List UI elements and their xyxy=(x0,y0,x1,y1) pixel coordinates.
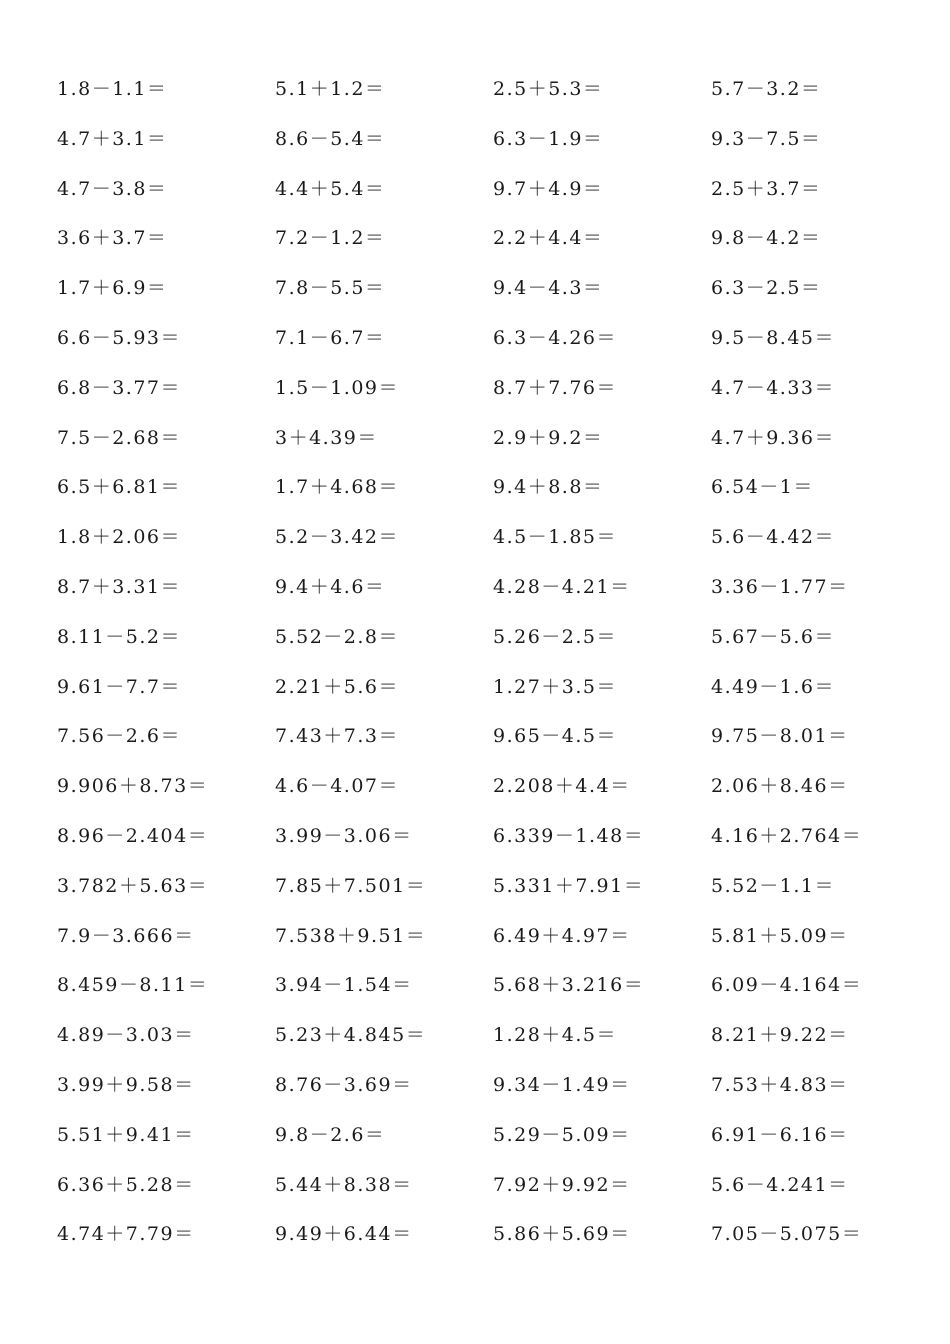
math-problem: 9.65－4.5＝ xyxy=(493,725,618,748)
math-problem: 7.538＋9.51＝ xyxy=(275,924,427,947)
math-problem: 9.906＋8.73＝ xyxy=(57,775,209,798)
math-problem: 6.339－1.48＝ xyxy=(493,824,645,847)
math-problem: 1.28＋4.5＝ xyxy=(493,1024,618,1047)
math-problem: 5.52－2.8＝ xyxy=(275,625,400,648)
math-problem: 5.51＋9.41＝ xyxy=(57,1123,195,1146)
math-problem: 9.49＋6.44＝ xyxy=(275,1223,413,1246)
math-problem: 1.8＋2.06＝ xyxy=(57,526,182,549)
math-problem: 4.7－3.8＝ xyxy=(57,177,168,200)
math-problem: 9.4＋4.6＝ xyxy=(275,575,386,598)
math-problem: 7.05－5.075＝ xyxy=(711,1223,863,1246)
math-problem: 6.5＋6.81＝ xyxy=(57,476,182,499)
math-problem: 1.8－1.1＝ xyxy=(57,78,168,100)
math-problem: 6.8－3.77＝ xyxy=(57,376,182,399)
math-problem: 4.49－1.6＝ xyxy=(711,675,836,698)
math-problem: 5.81＋5.09＝ xyxy=(711,924,849,947)
math-problem: 7.5－2.68＝ xyxy=(57,426,182,449)
math-problem: 9.75－8.01＝ xyxy=(711,725,849,748)
math-problem: 5.6－4.241＝ xyxy=(711,1173,849,1196)
math-problem: 2.208＋4.4＝ xyxy=(493,775,631,798)
math-problem: 7.8－5.5＝ xyxy=(275,277,386,300)
math-problem: 5.86＋5.69＝ xyxy=(493,1223,631,1246)
math-problem: 7.92＋9.92＝ xyxy=(493,1173,631,1196)
math-problem: 1.7＋4.68＝ xyxy=(275,476,400,499)
math-problem: 4.7＋3.1＝ xyxy=(57,127,168,150)
math-problem: 4.89－3.03＝ xyxy=(57,1024,195,1047)
math-problem: 9.5－8.45＝ xyxy=(711,326,836,349)
math-problem: 9.7＋4.9＝ xyxy=(493,177,604,200)
math-problem: 3.94－1.54＝ xyxy=(275,974,413,997)
problem-grid xyxy=(57,72,929,1267)
math-problem: 7.1－6.7＝ xyxy=(275,326,386,349)
math-problem: 7.56－2.6＝ xyxy=(57,725,182,748)
math-problem: 7.43＋7.3＝ xyxy=(275,725,400,748)
math-problem: 8.96－2.404＝ xyxy=(57,824,209,847)
math-problem: 8.7＋7.76＝ xyxy=(493,376,618,399)
math-problem: 6.3－2.5＝ xyxy=(711,277,822,300)
math-problem: 3.6＋3.7＝ xyxy=(57,227,168,250)
math-problem: 5.1＋1.2＝ xyxy=(275,78,386,100)
math-problem: 4.28－4.21＝ xyxy=(493,575,631,598)
math-problem: 6.3－1.9＝ xyxy=(493,127,604,150)
math-problem: 5.7－3.2＝ xyxy=(711,78,822,100)
math-problem: 7.9－3.666＝ xyxy=(57,924,195,947)
math-problem: 1.5－1.09＝ xyxy=(275,376,400,399)
math-problem: 1.27＋3.5＝ xyxy=(493,675,618,698)
math-problem: 2.5＋5.3＝ xyxy=(493,78,604,100)
math-problem: 6.09－4.164＝ xyxy=(711,974,863,997)
math-problem: 3＋4.39＝ xyxy=(275,426,378,449)
math-problem: 9.4－4.3＝ xyxy=(493,277,604,300)
math-problem: 2.2＋4.4＝ xyxy=(493,227,604,250)
math-problem: 4.74＋7.79＝ xyxy=(57,1223,195,1246)
math-problem: 6.6－5.93＝ xyxy=(57,326,182,349)
math-problem: 5.23＋4.845＝ xyxy=(275,1024,427,1047)
math-problem: 5.331＋7.91＝ xyxy=(493,874,645,897)
math-problem: 8.21＋9.22＝ xyxy=(711,1024,849,1047)
math-problem: 8.6－5.4＝ xyxy=(275,127,386,150)
math-problem: 6.49＋4.97＝ xyxy=(493,924,631,947)
math-problem: 9.8－2.6＝ xyxy=(275,1123,386,1146)
math-problem: 3.782＋5.63＝ xyxy=(57,874,209,897)
math-problem: 8.11－5.2＝ xyxy=(57,625,182,648)
math-problem: 6.3－4.26＝ xyxy=(493,326,618,349)
math-problem: 7.85＋7.501＝ xyxy=(275,874,427,897)
math-problem: 9.8－4.2＝ xyxy=(711,227,822,250)
math-problem: 4.16＋2.764＝ xyxy=(711,824,863,847)
math-problem: 3.99－3.06＝ xyxy=(275,824,413,847)
math-problem: 5.44＋8.38＝ xyxy=(275,1173,413,1196)
math-problem: 5.2－3.42＝ xyxy=(275,526,400,549)
math-problem: 9.3－7.5＝ xyxy=(711,127,822,150)
math-problem: 9.61－7.7＝ xyxy=(57,675,182,698)
math-problem: 5.6－4.42＝ xyxy=(711,526,836,549)
math-problem: 5.26－2.5＝ xyxy=(493,625,618,648)
math-problem: 4.6－4.07＝ xyxy=(275,775,400,798)
math-problem: 6.91－6.16＝ xyxy=(711,1123,849,1146)
math-problem: 9.4＋8.8＝ xyxy=(493,476,604,499)
math-problem: 8.7＋3.31＝ xyxy=(57,575,182,598)
math-problem: 3.99＋9.58＝ xyxy=(57,1073,195,1096)
math-problem: 8.76－3.69＝ xyxy=(275,1073,413,1096)
math-problem: 2.9＋9.2＝ xyxy=(493,426,604,449)
math-problem: 7.2－1.2＝ xyxy=(275,227,386,250)
math-problem: 7.53＋4.83＝ xyxy=(711,1073,849,1096)
math-problem: 5.67－5.6＝ xyxy=(711,625,836,648)
math-problem: 4.7＋9.36＝ xyxy=(711,426,836,449)
math-problem: 4.5－1.85＝ xyxy=(493,526,618,549)
math-problem: 5.29－5.09＝ xyxy=(493,1123,631,1146)
math-problem: 6.54－1＝ xyxy=(711,476,814,499)
math-problem: 1.7＋6.9＝ xyxy=(57,277,168,300)
math-problem: 3.36－1.77＝ xyxy=(711,575,849,598)
math-problem: 4.7－4.33＝ xyxy=(711,376,836,399)
math-problem: 6.36＋5.28＝ xyxy=(57,1173,195,1196)
math-problem: 8.459－8.11＝ xyxy=(57,974,209,997)
math-problem: 5.52－1.1＝ xyxy=(711,874,836,897)
math-problem: 9.34－1.49＝ xyxy=(493,1073,631,1096)
math-problem: 4.4＋5.4＝ xyxy=(275,177,386,200)
math-problem: 5.68＋3.216＝ xyxy=(493,974,645,997)
math-problem: 2.5＋3.7＝ xyxy=(711,177,822,200)
math-problem: 2.21＋5.6＝ xyxy=(275,675,400,698)
math-problem: 2.06＋8.46＝ xyxy=(711,775,849,798)
